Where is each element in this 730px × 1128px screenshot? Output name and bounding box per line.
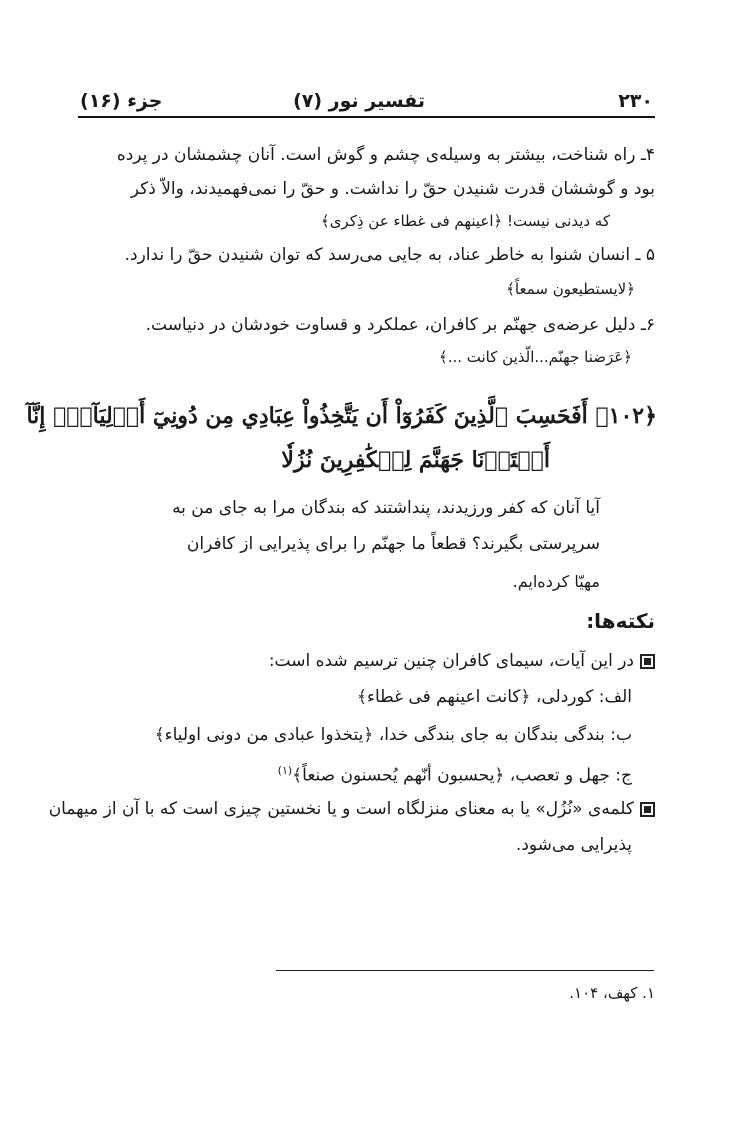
note-2-line-1: [49, 796, 655, 822]
quran-verse-line-1: ﴿۱۰۲﴾ أَفَحَسِبَ ٱلَّذِينَ كَفَرُوٓاْ أَن يَتَّخِذُواْ عِبَادِي مِن دُونِيٓ أَوۡلِيَآءَۚ إِنَّآ: [26, 403, 657, 429]
page-header: [78, 82, 655, 122]
note-2-text: کلمه‌ی «نُزُل» یا به معنای منزلگاه است و یا نخستین چیزی است که با آن از میهمان: [48, 799, 634, 819]
part-label: جزء (۱۶): [80, 90, 163, 112]
header-rule: [78, 116, 655, 118]
note-1-item-a: الف: کوردلی، ﴿کانت اعینهم فی غطاء﴾: [357, 687, 632, 707]
note-2-line-2: پذیرایی می‌شود.: [515, 835, 632, 855]
lesson-4-line-2: بود و گوششان قدرت شنیدن حقّ را نداشت. و حقّ را نمی‌فهمیدند، والاّ ذکر: [130, 179, 655, 199]
translation-line-3: مهیّا کرده‌ایم.: [512, 572, 600, 591]
lesson-5-quote: ﴿لایستطیعون سمعاً﴾: [506, 280, 635, 298]
notes-heading: نکته‌ها:: [586, 609, 655, 633]
footnote: ۱. کهف، ۱۰۴.: [569, 984, 655, 1002]
quran-verse-line-2: أَعۡتَدۡنَا جَهَنَّمَ لِلۡكَٰفِرِينَ نُزُلٗا: [281, 447, 550, 473]
footnote-rule: [276, 970, 654, 971]
note-1-item-c: [278, 758, 632, 789]
lesson-6-line-1: ۶ـ دلیل عرضه‌ی جهنّم بر کافران، عملکرد و قساوت خودشان در دنیاست.: [145, 315, 655, 335]
lesson-5-line-1: ۵ ـ انسان شنوا به خاطر عناد، به جایی می‌رسد که توان شنیدن حقّ را ندارد.: [124, 245, 655, 265]
translation-line-2: سرپرستی بگیرند؟ قطعاً ما جهنّم را برای پذیرایی از کافران: [186, 534, 600, 554]
lesson-4-line-1: ۴ـ راه شناخت، بیشتر به وسیله‌ی چشم و گوش است. آنان چشمشان در پرده: [116, 145, 655, 165]
note-1-intro: [269, 648, 655, 674]
translation-line-1: آیا آنان که کفر ورزیدند، پنداشتند که بندگان مرا به جای من به: [172, 498, 600, 518]
square-bullet-icon: [640, 802, 655, 817]
book-title: تفسیر نور (۷): [293, 90, 425, 112]
footnote-marker: (۱): [277, 764, 293, 777]
note-1-item-b: ب: بندگی بندگان به جای بندگی خدا، ﴿یتخذوا عبادی من دونی اولیاء﴾: [154, 725, 632, 745]
square-bullet-icon: [640, 654, 655, 669]
page-number: ۲۳۰: [618, 90, 653, 112]
lesson-6-quote: ﴿عَرَضنا جهنّم...الّذین کانت ...﴾: [438, 348, 632, 366]
note-1-text: در این آیات، سیمای کافران چنین ترسیم شده است:: [268, 651, 634, 671]
note-1-item-c-text: ج: جهل و تعصب، ﴿یحسبون أنّهم یُحسنون صنعاً﴾: [292, 765, 632, 786]
lesson-4-line-3: که دیدنی نیست! ﴿اعینهم فی غطاء عن ذِکری﴾: [320, 212, 610, 230]
